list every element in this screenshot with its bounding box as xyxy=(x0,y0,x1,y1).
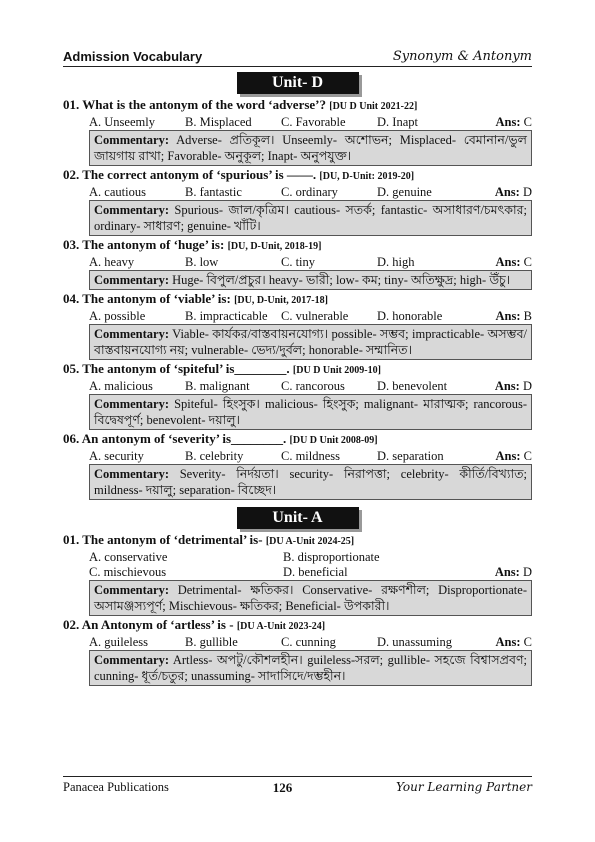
option: A. security xyxy=(89,449,144,463)
commentary-text: Adverse- প্রতিকূল। Unseemly- অশোভন; Misplaced- বেমানান/ভুল জায়গায় রাখা; Favorable- অনুকূল; Inapt- অনুপযুক্ত। xyxy=(94,133,527,163)
commentary-box xyxy=(89,650,532,686)
commentary-label: Commentary: xyxy=(94,327,169,341)
commentary-text: Artless- অপটু/কৌশলহীন। guileless-সরল; gullible- সহজে বিশ্বাসপ্রবণ; cunning- ধূর্ত/চতুর; unassuming- সাদাসিদে/দম্ভহীন। xyxy=(94,653,527,683)
question-text xyxy=(63,291,532,309)
question-text xyxy=(63,167,532,185)
commentary-label: Commentary: xyxy=(94,467,169,481)
option: A. Unseemly xyxy=(89,115,155,129)
question-text xyxy=(63,97,532,115)
answer-value: C xyxy=(523,255,532,269)
unit-d-questions xyxy=(63,97,532,500)
option: C. rancorous xyxy=(281,379,345,393)
question-source: [DU A-Unit 2024-25] xyxy=(265,536,355,547)
option: A. heavy xyxy=(89,255,135,269)
options-list xyxy=(63,185,532,200)
question-source: [DU, D-Unit, 2017-18] xyxy=(234,295,328,306)
option: D. unassuming xyxy=(377,635,452,649)
answer-label: Ans: xyxy=(495,115,521,129)
answer xyxy=(495,185,532,200)
question-block xyxy=(63,532,532,616)
question-text xyxy=(63,431,532,449)
commentary-box xyxy=(89,580,532,616)
question-block xyxy=(63,97,532,166)
answer-label: Ans: xyxy=(495,255,521,269)
option: A. possible xyxy=(89,309,146,323)
question-source: [DU D Unit 2021-22] xyxy=(329,101,418,112)
spacer xyxy=(453,550,532,565)
commentary-label: Commentary: xyxy=(94,133,169,147)
book-title: Admission Vocabulary xyxy=(63,49,203,64)
question-source: [DU D Unit 2009-10] xyxy=(292,365,381,376)
option: B. disproportionate xyxy=(283,550,380,564)
answer xyxy=(496,449,532,464)
option: B. gullible xyxy=(185,635,238,649)
answer xyxy=(495,565,532,580)
question-stem: 06. An antonym of ‘severity’ is________. xyxy=(63,431,287,446)
answer-label: Ans: xyxy=(495,309,521,323)
question-stem: 01. What is the antonym of the word ‘adverse’? xyxy=(63,97,326,112)
commentary-box xyxy=(89,270,532,290)
commentary-text: Detrimental- ক্ষতিকর। Conservative- রক্ষণশীল; Disproportionate- অসামঞ্জস্যপূর্ণ; Mischievous- ক্ষতিকর; Beneficial- উপকারী। xyxy=(94,583,527,613)
option: D. Inapt xyxy=(377,115,418,129)
options-list xyxy=(63,449,532,464)
question-stem: 03. The antonym of ‘huge’ is: xyxy=(63,237,225,252)
commentary-label: Commentary: xyxy=(94,203,169,217)
answer xyxy=(496,255,532,270)
page-footer xyxy=(63,776,532,796)
question-stem: 02. An Antonym of ‘artless’ is - xyxy=(63,617,234,632)
option: B. impracticable xyxy=(185,309,268,323)
options-list xyxy=(63,255,532,270)
answer-value: C xyxy=(523,635,532,649)
publisher: Panacea Publications xyxy=(63,780,169,794)
answer-label: Ans: xyxy=(495,635,521,649)
option: B. Misplaced xyxy=(185,115,252,129)
option: C. ordinary xyxy=(281,185,338,199)
answer-value: D xyxy=(522,185,532,199)
option: C. cunning xyxy=(281,635,336,649)
question-block xyxy=(63,291,532,360)
question-block xyxy=(63,167,532,236)
commentary-label: Commentary: xyxy=(94,583,169,597)
option: C. mischievous xyxy=(89,565,167,579)
option: B. fantastic xyxy=(185,185,242,199)
commentary-box xyxy=(89,200,532,236)
unit-a-heading: Unit- A xyxy=(237,507,359,529)
option: A. conservative xyxy=(89,550,168,564)
commentary-label: Commentary: xyxy=(94,653,169,667)
commentary-box xyxy=(89,464,532,500)
commentary-box xyxy=(89,324,532,360)
question-text xyxy=(63,532,532,550)
options-list xyxy=(63,635,532,650)
unit-d-heading: Unit- D xyxy=(237,72,359,94)
option: C. mildness xyxy=(281,449,341,463)
answer xyxy=(496,309,532,324)
option: C. tiny xyxy=(281,255,316,269)
commentary-label: Commentary: xyxy=(94,397,169,411)
commentary-text: Viable- কার্যকর/বাস্তবায়নযোগ্য। possible- সম্ভব; impracticable- অসম্ভব/বাস্তবায়নযোগ্য নয়; vulnerable- ভেদ্য/দুর্বল; honorable- সম্মানিত। xyxy=(94,327,527,357)
commentary-text: Spurious- জাল/কৃত্রিম। cautious- সতর্ক; fantastic- অসাধারণ/চমৎকার; ordinary- সাধারণ; genuine- খাঁটি। xyxy=(94,203,528,233)
option: A. cautious xyxy=(89,185,146,199)
options-list xyxy=(63,550,532,580)
question-block xyxy=(63,431,532,500)
option: B. malignant xyxy=(185,379,250,393)
answer-value: D xyxy=(522,565,532,579)
commentary-text: Spiteful- হিংসুক। malicious- হিংসুক; malignant- মারাত্মক; rancorous- বিদ্বেষপূর্ণ; benevolent- দয়ালু। xyxy=(94,397,528,427)
page-number: 126 xyxy=(272,780,293,795)
question-block xyxy=(63,237,532,290)
question-stem: 02. The correct antonym of ‘spurious’ is ——. xyxy=(63,167,317,182)
commentary-text: Severity- নির্দয়তা। security- নিরাপত্তা; celebrity- কীর্তি/বিখ্যাত; mildness- দয়ালু; separation- বিচ্ছেদ। xyxy=(94,467,527,497)
question-block xyxy=(63,617,532,686)
answer-label: Ans: xyxy=(495,449,521,463)
answer-value: D xyxy=(522,379,532,393)
question-source: [DU D Unit 2008-09] xyxy=(289,435,378,446)
option: B. low xyxy=(185,255,219,269)
option: B. celebrity xyxy=(185,449,244,463)
page-header xyxy=(63,46,532,67)
question-stem: 04. The antonym of ‘viable’ is: xyxy=(63,291,231,306)
question-source: [DU A-Unit 2023-24] xyxy=(236,621,326,632)
option: D. benevolent xyxy=(377,379,448,393)
answer-value: B xyxy=(523,309,532,323)
option: D. beneficial xyxy=(283,565,348,579)
answer xyxy=(496,635,532,650)
chapter-title: Synonym & Antonym xyxy=(392,49,532,64)
options-list xyxy=(63,379,532,394)
option: D. high xyxy=(377,255,415,269)
commentary-text: Huge- বিপুল/প্রচুর। heavy- ভারী; low- কম; tiny- অতিক্ষুদ্র; high- উঁচু। xyxy=(172,273,511,287)
question-stem: 05. The antonym of ‘spiteful’ is________. xyxy=(63,361,290,376)
question-text xyxy=(63,361,532,379)
option: A. malicious xyxy=(89,379,153,393)
commentary-box xyxy=(89,130,532,166)
tagline: Your Learning Partner xyxy=(396,780,532,794)
commentary-label: Commentary: xyxy=(94,273,169,287)
answer xyxy=(495,379,532,394)
answer-label: Ans: xyxy=(494,379,520,393)
option: C. Favorable xyxy=(281,115,346,129)
option: C. vulnerable xyxy=(281,309,349,323)
options-list xyxy=(63,115,532,130)
unit-a-questions xyxy=(63,532,532,686)
option: D. honorable xyxy=(377,309,443,323)
question-text xyxy=(63,617,532,635)
answer xyxy=(496,115,532,130)
question-stem: 01. The antonym of ‘detrimental’ is- xyxy=(63,532,263,547)
answer-label: Ans: xyxy=(494,185,520,199)
commentary-box xyxy=(89,394,532,430)
options-list xyxy=(63,309,532,324)
question-block xyxy=(63,361,532,430)
question-source: [DU, D-Unit: 2019-20] xyxy=(319,171,415,182)
option: D. separation xyxy=(377,449,444,463)
answer-value: C xyxy=(523,449,532,463)
option: D. genuine xyxy=(377,185,432,199)
question-text xyxy=(63,237,532,255)
option: A. guileless xyxy=(89,635,149,649)
question-source: [DU, D-Unit, 2018-19] xyxy=(227,241,322,252)
answer-label: Ans: xyxy=(494,565,520,579)
answer-value: C xyxy=(523,115,532,129)
page-content xyxy=(63,46,532,686)
